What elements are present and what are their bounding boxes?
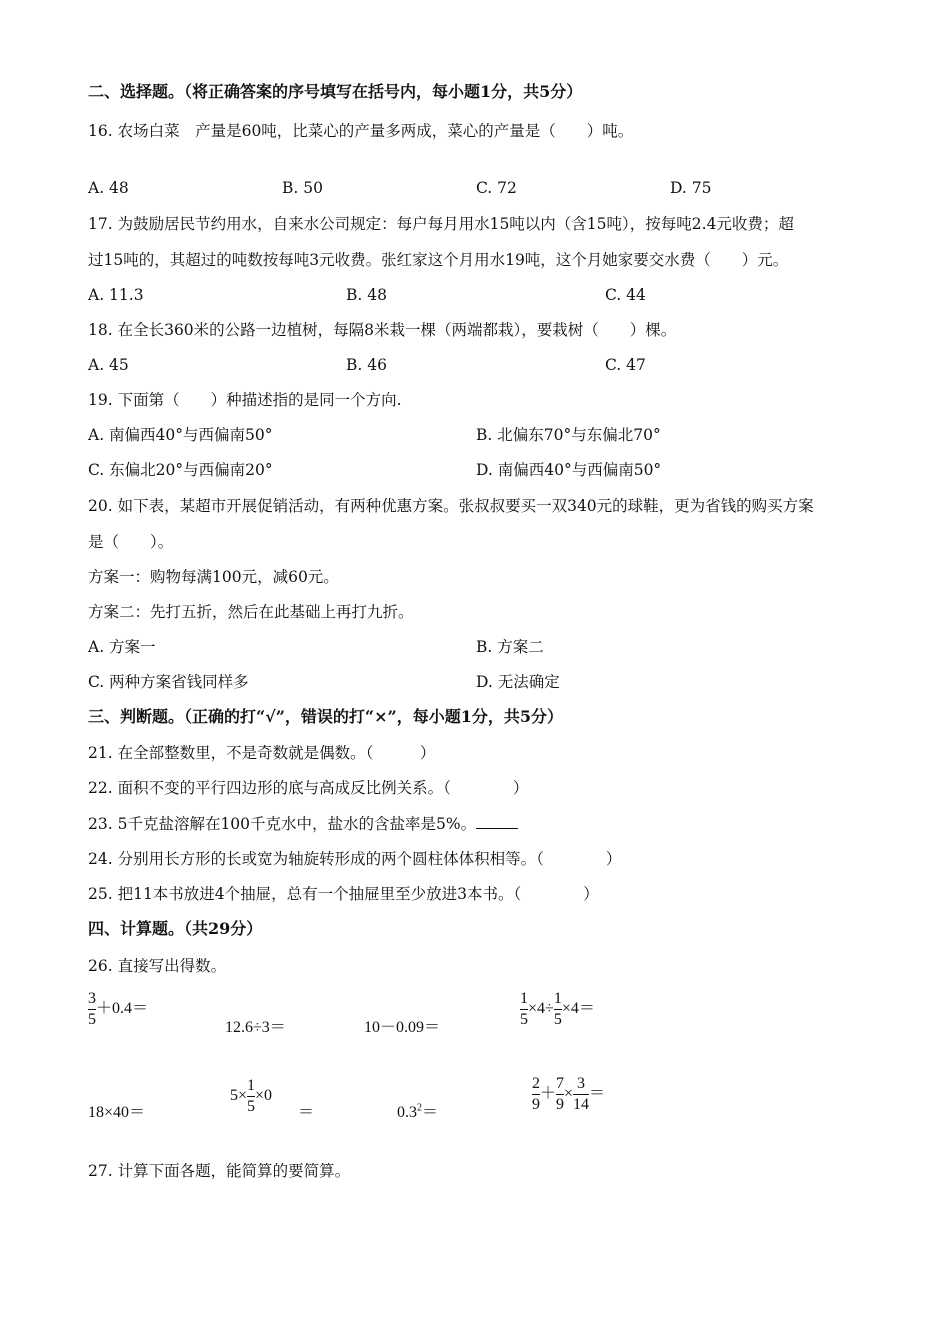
- denominator: 5: [247, 1098, 256, 1115]
- fraction: [556, 1075, 564, 1114]
- calc-6-pre: 5×: [230, 1087, 248, 1105]
- fraction-bar: [554, 1009, 562, 1010]
- calc-4-mid: ×4÷: [528, 1000, 554, 1018]
- fraction: [520, 990, 528, 1029]
- numerator: 3: [577, 1075, 586, 1092]
- q18-option-c: C. 47: [605, 356, 646, 374]
- numerator: 2: [532, 1075, 540, 1092]
- fraction: [573, 1075, 589, 1114]
- section-3-title: 三、判断题。（正确的打“√”，错误的打“×”，每小题1分，共5分）: [88, 707, 564, 726]
- denominator: 5: [520, 1011, 528, 1028]
- fraction-bar: [88, 1009, 96, 1010]
- calc-6-rest: ×0: [255, 1087, 273, 1105]
- calc-5: 18×40＝: [88, 1104, 146, 1121]
- fraction-bar: [573, 1094, 589, 1095]
- question-23: 23. 5千克盐溶解在100千克水中，盐水的含盐率是5%。: [88, 815, 477, 833]
- answer-blank[interactable]: [476, 814, 518, 829]
- question-20-line2: 是（ ）。: [88, 533, 174, 551]
- q18-option-a: A. 45: [88, 356, 129, 374]
- question-17-line2: 过15吨的，其超过的吨数按每吨3元收费。张红家这个月用水19吨，这个月她家要交水费（ ）元。: [88, 251, 789, 269]
- calc-7: [397, 1099, 438, 1122]
- section-4-title: 四、计算题。（共29分）: [88, 919, 263, 938]
- denominator: 5: [88, 1011, 96, 1028]
- numerator: 1: [247, 1077, 256, 1094]
- q16-option-b: B. 50: [282, 179, 323, 197]
- q17-option-b: B. 48: [346, 286, 387, 304]
- question-23-line: [88, 814, 518, 834]
- denominator: 14: [573, 1096, 590, 1113]
- question-17-line1: 17. 为鼓励居民节约用水，自来水公司规定：每户每月用水15吨以内（含15吨），按每吨2.4元收费；超: [88, 215, 794, 233]
- numerator: 3: [88, 990, 96, 1007]
- numerator: 1: [520, 990, 528, 1007]
- calc-7-base: 0.3: [397, 1104, 417, 1121]
- section-2-title: 二、选择题。（将正确答案的序号填写在括号内，每小题1分，共5分）: [88, 82, 583, 101]
- fraction: [532, 1075, 540, 1114]
- question-19: 19. 下面第（ ）种描述指的是同一个方向.: [88, 391, 402, 409]
- fraction-bar: [247, 1096, 255, 1097]
- fraction: [554, 990, 562, 1029]
- question-26: 26. 直接写出得数。: [88, 957, 227, 975]
- calc-1: [88, 990, 148, 1029]
- q20-plan-1: 方案一：购物每满100元，减60元。: [88, 568, 339, 586]
- q20-option-a: A. 方案一: [88, 638, 156, 656]
- fraction: [88, 990, 96, 1029]
- calc-4-rest: ×4＝: [561, 1000, 595, 1018]
- q19-option-b: B. 北偏东70°与东偏北70°: [476, 426, 661, 444]
- q18-option-b: B. 46: [346, 356, 387, 374]
- question-16: 16. 农场白菜 产量是60吨，比菜心的产量多两成，菜心的产量是（ ）吨。: [88, 122, 634, 140]
- calc-8: [532, 1075, 605, 1114]
- q20-plan-2: 方案二：先打五折，然后在此基础上再打九折。: [88, 603, 414, 621]
- q19-option-c: C. 东偏北20°与西偏南20°: [88, 461, 273, 479]
- calc-6: [230, 1077, 272, 1116]
- plus-sign: ＋: [540, 1085, 557, 1103]
- denominator: 5: [553, 1011, 562, 1028]
- calc-2: 12.6÷3＝: [225, 1019, 286, 1036]
- q17-option-c: C. 44: [605, 286, 646, 304]
- q17-option-a: A. 11.3: [88, 286, 144, 304]
- q20-option-c: C. 两种方案省钱同样多: [88, 673, 249, 691]
- q20-option-d: D. 无法确定: [476, 673, 560, 691]
- fraction: [247, 1077, 255, 1116]
- denominator: 9: [556, 1096, 565, 1113]
- q19-option-d: D. 南偏西40°与西偏南50°: [476, 461, 662, 479]
- q16-option-a: A. 48: [88, 179, 129, 197]
- q16-option-c: C. 72: [476, 179, 517, 197]
- q16-option-d: D. 75: [670, 179, 712, 197]
- denominator: 9: [532, 1096, 540, 1113]
- fraction-bar: [556, 1094, 564, 1095]
- calc-6-equals: ＝: [298, 1104, 315, 1121]
- calc-8-equals: ＝: [589, 1085, 606, 1103]
- question-18: 18. 在全长360米的公路一边植树，每隔8米栽一棵（两端都栽），要栽树（ ）棵。: [88, 321, 677, 339]
- question-27: 27. 计算下面各题，能简算的要简算。: [88, 1162, 351, 1180]
- times-sign: ×: [564, 1085, 574, 1103]
- question-21: 21. 在全部整数里，不是奇数就是偶数。（ ）: [88, 744, 436, 762]
- fraction-bar: [520, 1009, 528, 1010]
- numerator: 7: [556, 1075, 565, 1092]
- fraction-bar: [532, 1094, 540, 1095]
- q19-option-a: A. 南偏西40°与西偏南50°: [88, 426, 273, 444]
- calc-1-rest: ＋0.4＝: [96, 1000, 149, 1018]
- question-25: 25. 把11本书放进4个抽屉，总有一个抽屉里至少放进3本书。（ ）: [88, 885, 599, 903]
- q20-option-b: B. 方案二: [476, 638, 544, 656]
- question-24: 24. 分别用长方形的长或宽为轴旋转形成的两个圆柱体体积相等。（ ）: [88, 850, 622, 868]
- calc-4: [520, 990, 595, 1029]
- exponent: 2: [417, 1102, 422, 1114]
- question-20-line1: 20. 如下表，某超市开展促销活动，有两种优惠方案。张叔叔要买一双340元的球鞋，更为省钱的购买方案: [88, 497, 814, 515]
- numerator: 1: [553, 990, 562, 1007]
- question-22: 22. 面积不变的平行四边形的底与高成反比例关系。（ ）: [88, 779, 529, 797]
- calc-7-equals: ＝: [422, 1104, 439, 1121]
- calc-3: 10－0.09＝: [364, 1019, 441, 1036]
